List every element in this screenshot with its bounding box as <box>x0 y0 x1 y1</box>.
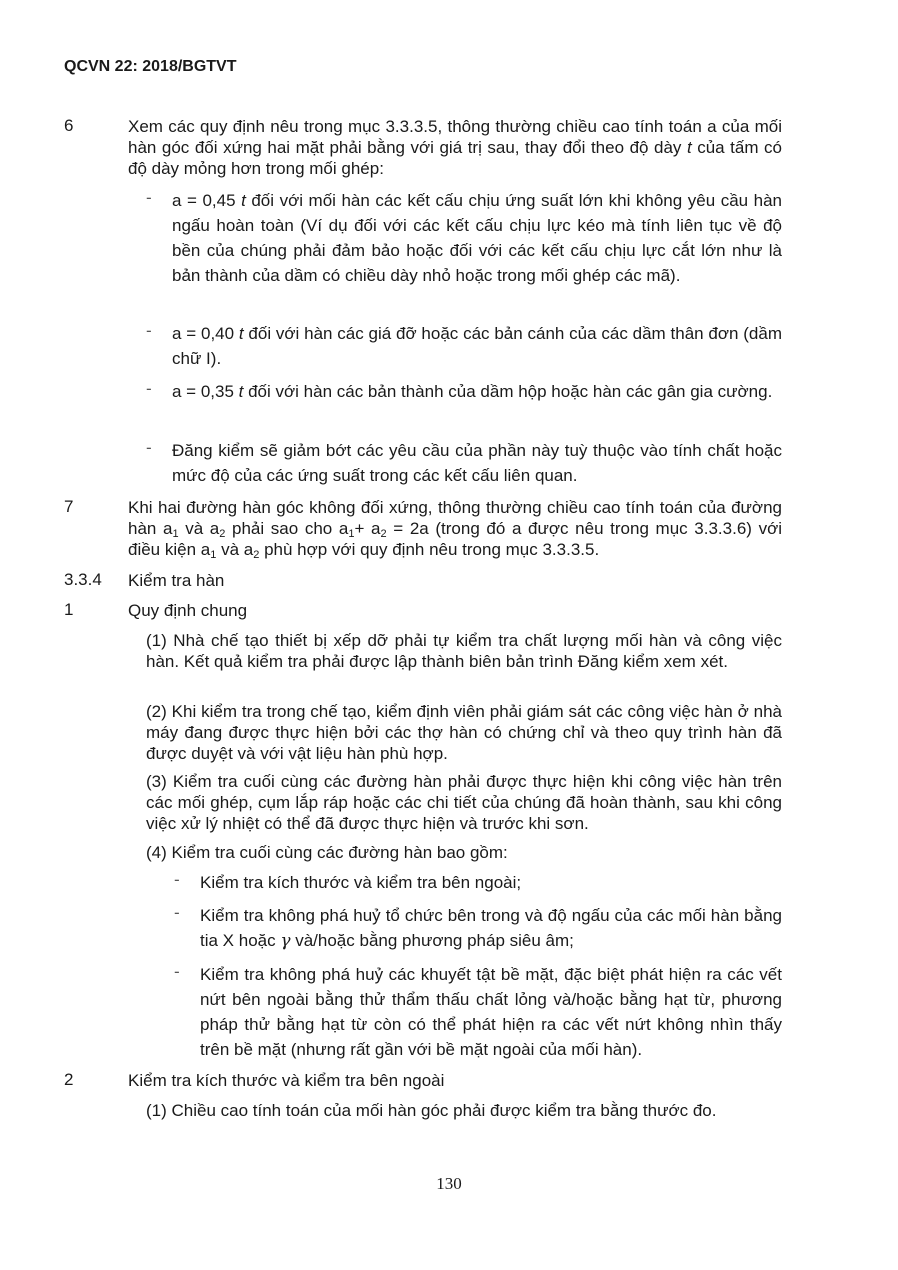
item-title: Kiểm tra kích thước và kiểm tra bên ngoài <box>128 1071 445 1090</box>
item-title: Quy định chung <box>128 601 248 620</box>
item-number: 7 <box>64 497 74 516</box>
section-number: 3.3.4 <box>64 570 102 589</box>
page-header: QCVN 22: 2018/BGTVT <box>64 58 237 75</box>
item-number: 1 <box>64 600 74 619</box>
section-title: Kiểm tra hàn <box>128 571 225 590</box>
item-6-intro: Xem các quy định nêu trong mục 3.3.3.5, thông thường chiều cao tính toán a của mối hàn góc đối xứng hai mặt phải bằng với giá trị sau, thay đổi theo độ dày t của tấm có độ dày mỏng hơn trong mối ghép: <box>128 117 782 178</box>
dash-bullet: - <box>146 188 152 207</box>
dash-bullet: - <box>174 903 180 922</box>
paragraph: (1) Chiều cao tính toán của mối hàn góc phải được kiểm tra bằng thước đo. <box>146 1101 717 1120</box>
dash-bullet: - <box>146 321 152 340</box>
item-7-text: Khi hai đường hàn góc không đối xứng, thông thường chiều cao tính toán của đường hàn $a_1$ và $a_2$ phải sao cho $a_1+ a_2 = 2a$ (trong đó a được nêu trong mục 3.3.3.6) với điều kiện $a_1$ và $a_2$ phù hợp với quy định nêu trong mục 3.3.3.5. <box>128 498 782 561</box>
dash-bullet: - <box>146 379 152 398</box>
item-number: 6 <box>64 116 74 135</box>
paragraph: (4) Kiểm tra cuối cùng các đường hàn bao gồm: <box>146 843 508 862</box>
dash-bullet: - <box>174 962 180 981</box>
dash-bullet: - <box>146 438 152 457</box>
page-number: 130 <box>436 1174 462 1193</box>
paragraph: (3) Kiểm tra cuối cùng các đường hàn phải được thực hiện khi công việc hàn trên các mối ghép, cụm lắp ráp hoặc các chi tiết của chúng đã hoàn thành, sau khi công việc xử lý nhiệt có thể đã được thực hiện và trước khi sơn. <box>146 772 782 833</box>
paragraph: (2) Khi kiểm tra trong chế tạo, kiểm định viên phải giám sát các công việc hàn ở nhà máy đang được thực hiện bởi các thợ hàn có chứng chỉ và theo quy trình hàn đã được duyệt và với vật liệu hàn phù hợp. <box>146 702 782 763</box>
paragraph: (1) Nhà chế tạo thiết bị xếp dỡ phải tự kiểm tra chất lượng mối hàn và công việc hàn. Kết quả kiểm tra phải được lập thành biên bản trình Đăng kiểm xem xét. <box>146 631 782 671</box>
dash-bullet: - <box>174 870 180 889</box>
item-number: 2 <box>64 1070 74 1089</box>
